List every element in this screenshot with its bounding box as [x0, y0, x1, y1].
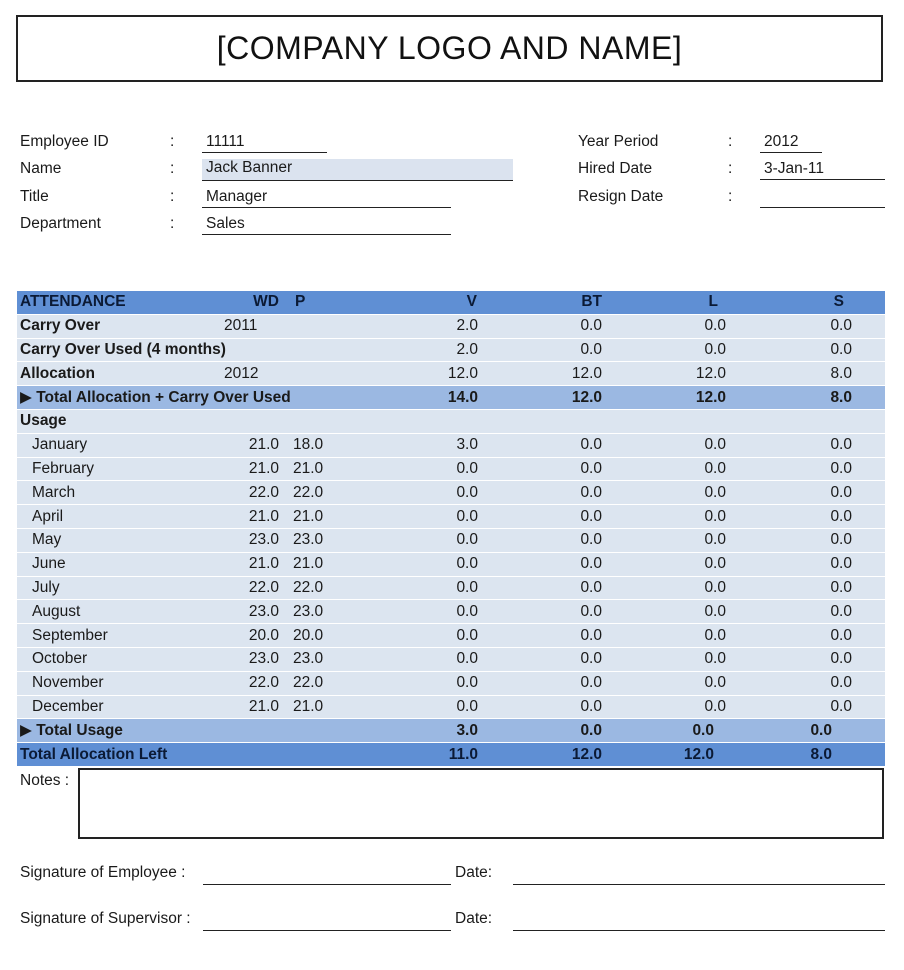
employee-id-label: Employee ID	[20, 133, 109, 150]
cell[interactable]: 21.0	[224, 457, 279, 481]
employee-signature-label: Signature of Employee :	[20, 864, 186, 881]
month-name: October	[17, 647, 224, 671]
cell: 12.0	[478, 386, 602, 410]
attendance-table	[17, 291, 885, 767]
month-name: April	[17, 505, 224, 529]
total-allocation-left-row	[17, 743, 885, 767]
cell[interactable]: 0.0	[726, 624, 852, 648]
total-usage-label: ▶ Total Usage	[17, 719, 381, 743]
cell[interactable]: 0.0	[602, 600, 726, 624]
resign-date-field[interactable]	[760, 188, 885, 208]
v-header: V	[381, 291, 478, 314]
cell[interactable]: 22.0	[224, 576, 279, 600]
p-header: P	[279, 291, 381, 314]
l-header: L	[602, 291, 726, 314]
wd-header: WD	[224, 291, 279, 314]
cell[interactable]: 21.0	[279, 695, 381, 719]
cell[interactable]: 3.0	[381, 433, 478, 457]
month-name: February	[17, 457, 224, 481]
cell[interactable]: 0.0	[381, 647, 478, 671]
employee-date-line[interactable]	[513, 884, 885, 885]
usage-label: Usage	[17, 409, 224, 433]
cell[interactable]: 12.0	[602, 362, 726, 386]
department-field[interactable]: Sales	[202, 215, 451, 235]
cell[interactable]: 0.0	[602, 624, 726, 648]
allocation-year: 2012	[224, 362, 279, 386]
cell[interactable]: 0.0	[478, 552, 602, 576]
cell[interactable]: 20.0	[224, 624, 279, 648]
notes-field[interactable]	[78, 768, 884, 839]
cell[interactable]: 0.0	[602, 671, 726, 695]
cell[interactable]: 22.0	[279, 576, 381, 600]
month-name: May	[17, 528, 224, 552]
carry-over-row	[17, 314, 885, 338]
year-period-field[interactable]: 2012	[760, 133, 822, 153]
cell[interactable]: 0.0	[478, 457, 602, 481]
cell: 0.0	[726, 719, 852, 743]
year-period-label: Year Period	[578, 133, 659, 150]
company-logo-box: [COMPANY LOGO AND NAME]	[16, 15, 883, 82]
cell[interactable]: 23.0	[224, 528, 279, 552]
supervisor-date-label: Date:	[455, 910, 493, 927]
cell[interactable]: 21.0	[224, 552, 279, 576]
month-row	[17, 552, 885, 576]
month-row	[17, 671, 885, 695]
total-allocation-row	[17, 386, 885, 410]
usage-row	[17, 409, 885, 433]
total-usage-row	[17, 719, 885, 743]
colon: :	[728, 188, 733, 205]
month-row	[17, 695, 885, 719]
cell[interactable]: 0.0	[381, 695, 478, 719]
cell[interactable]: 0.0	[726, 528, 852, 552]
cell[interactable]: 0.0	[478, 481, 602, 505]
cell: 14.0	[381, 386, 478, 410]
cell: 0.0	[478, 719, 602, 743]
cell[interactable]: 21.0	[279, 552, 381, 576]
attendance-header: ATTENDANCE	[17, 291, 224, 314]
month-name: March	[17, 481, 224, 505]
month-row	[17, 576, 885, 600]
cell[interactable]: 22.0	[279, 671, 381, 695]
cell[interactable]: 21.0	[279, 505, 381, 529]
cell[interactable]: 8.0	[726, 362, 852, 386]
cell[interactable]: 0.0	[602, 576, 726, 600]
s-header: S	[726, 291, 852, 314]
cell: 8.0	[726, 386, 852, 410]
cell[interactable]: 0.0	[602, 552, 726, 576]
cell[interactable]: 0.0	[602, 528, 726, 552]
total-allocation-label: ▶ Total Allocation + Carry Over Used	[17, 386, 381, 410]
cell[interactable]: 0.0	[478, 624, 602, 648]
department-label: Department	[20, 215, 101, 232]
cell[interactable]: 0.0	[726, 576, 852, 600]
month-name: January	[17, 433, 224, 457]
cell[interactable]: 0.0	[726, 338, 852, 362]
cell[interactable]: 0.0	[726, 314, 852, 338]
colon: :	[728, 133, 733, 150]
colon: :	[170, 133, 175, 150]
cell[interactable]: 0.0	[726, 505, 852, 529]
allocation-label: Allocation	[17, 362, 224, 386]
month-name: August	[17, 600, 224, 624]
cell[interactable]: 18.0	[279, 433, 381, 457]
cell[interactable]: 0.0	[478, 576, 602, 600]
total-allocation-left-label: Total Allocation Left	[17, 743, 381, 767]
allocation-row	[17, 362, 885, 386]
cell[interactable]: 0.0	[381, 552, 478, 576]
cell[interactable]: 0.0	[602, 433, 726, 457]
month-row	[17, 433, 885, 457]
month-name: September	[17, 624, 224, 648]
cell[interactable]: 21.0	[224, 695, 279, 719]
cell[interactable]: 0.0	[381, 624, 478, 648]
cell[interactable]: 0.0	[602, 505, 726, 529]
cell[interactable]: 20.0	[279, 624, 381, 648]
month-row	[17, 600, 885, 624]
cell[interactable]: 0.0	[602, 457, 726, 481]
resign-date-label: Resign Date	[578, 188, 664, 205]
cell[interactable]: 0.0	[381, 576, 478, 600]
cell[interactable]: 0.0	[478, 671, 602, 695]
month-name: November	[17, 671, 224, 695]
colon: :	[170, 215, 175, 232]
cell[interactable]: 23.0	[279, 528, 381, 552]
cell[interactable]: 21.0	[224, 505, 279, 529]
cell[interactable]: 0.0	[602, 481, 726, 505]
month-row	[17, 481, 885, 505]
cell[interactable]: 2.0	[381, 338, 478, 362]
supervisor-date-line[interactable]	[513, 930, 885, 931]
title-label: Title	[20, 188, 49, 205]
cell[interactable]: 22.0	[224, 481, 279, 505]
cell[interactable]: 0.0	[478, 695, 602, 719]
cell[interactable]: 0.0	[478, 338, 602, 362]
cell[interactable]: 23.0	[224, 600, 279, 624]
cell[interactable]: 0.0	[602, 314, 726, 338]
cell[interactable]: 12.0	[478, 362, 602, 386]
cell[interactable]: 0.0	[478, 647, 602, 671]
cell: 12.0	[602, 386, 726, 410]
cell[interactable]: 23.0	[279, 600, 381, 624]
cell[interactable]: 0.0	[478, 600, 602, 624]
cell[interactable]: 0.0	[381, 600, 478, 624]
employee-signature-line[interactable]	[203, 884, 451, 885]
cell[interactable]: 0.0	[478, 528, 602, 552]
carry-over-year: 2011	[224, 314, 279, 338]
month-name: June	[17, 552, 224, 576]
name-field[interactable]: Jack Banner	[202, 159, 513, 181]
cell[interactable]: 0.0	[602, 338, 726, 362]
month-row	[17, 505, 885, 529]
colon: :	[170, 188, 175, 205]
supervisor-signature-line[interactable]	[203, 930, 451, 931]
cell: 3.0	[381, 719, 478, 743]
month-name: December	[17, 695, 224, 719]
name-label: Name	[20, 160, 62, 177]
cell[interactable]: 0.0	[726, 552, 852, 576]
cell[interactable]: 22.0	[224, 671, 279, 695]
cell[interactable]: 23.0	[279, 647, 381, 671]
cell: 0.0	[602, 719, 726, 743]
cell[interactable]: 0.0	[478, 314, 602, 338]
month-row	[17, 528, 885, 552]
cell[interactable]: 23.0	[224, 647, 279, 671]
cell[interactable]: 0.0	[602, 695, 726, 719]
hired-date-label: Hired Date	[578, 160, 653, 177]
cell: 12.0	[478, 743, 602, 767]
supervisor-signature-label: Signature of Supervisor :	[20, 910, 191, 927]
carry-over-label: Carry Over	[17, 314, 224, 338]
hired-date-field[interactable]: 3-Jan-11	[760, 160, 885, 180]
month-name: July	[17, 576, 224, 600]
bt-header: BT	[478, 291, 602, 314]
cell[interactable]: 0.0	[381, 505, 478, 529]
cell[interactable]: 0.0	[478, 433, 602, 457]
cell[interactable]: 22.0	[279, 481, 381, 505]
colon: :	[728, 160, 733, 177]
cell[interactable]: 0.0	[726, 671, 852, 695]
cell[interactable]: 0.0	[726, 433, 852, 457]
cell[interactable]: 0.0	[478, 505, 602, 529]
cell[interactable]: 0.0	[726, 457, 852, 481]
cell[interactable]: 0.0	[381, 528, 478, 552]
cell[interactable]: 0.0	[381, 671, 478, 695]
month-row	[17, 647, 885, 671]
cell: 8.0	[726, 743, 852, 767]
employee-date-label: Date:	[455, 864, 493, 881]
cell[interactable]: 0.0	[726, 695, 852, 719]
notes-label: Notes :	[20, 772, 70, 789]
cell[interactable]: 2.0	[381, 314, 478, 338]
cell[interactable]: 12.0	[381, 362, 478, 386]
cell[interactable]: 0.0	[726, 647, 852, 671]
cell[interactable]: 21.0	[224, 433, 279, 457]
carry-over-used-label: Carry Over Used (4 months)	[17, 338, 381, 362]
cell: 11.0	[381, 743, 478, 767]
cell: 12.0	[602, 743, 726, 767]
attendance-header-row	[17, 291, 885, 314]
cell[interactable]: 0.0	[726, 481, 852, 505]
colon: :	[170, 160, 175, 177]
cell[interactable]: 0.0	[381, 457, 478, 481]
title-field[interactable]: Manager	[202, 188, 451, 208]
cell[interactable]: 0.0	[726, 600, 852, 624]
month-row	[17, 457, 885, 481]
cell[interactable]: 0.0	[381, 481, 478, 505]
employee-id-field[interactable]: 11111	[202, 133, 327, 153]
cell[interactable]: 21.0	[279, 457, 381, 481]
carry-over-used-row	[17, 338, 885, 362]
cell[interactable]: 0.0	[602, 647, 726, 671]
month-row	[17, 624, 885, 648]
